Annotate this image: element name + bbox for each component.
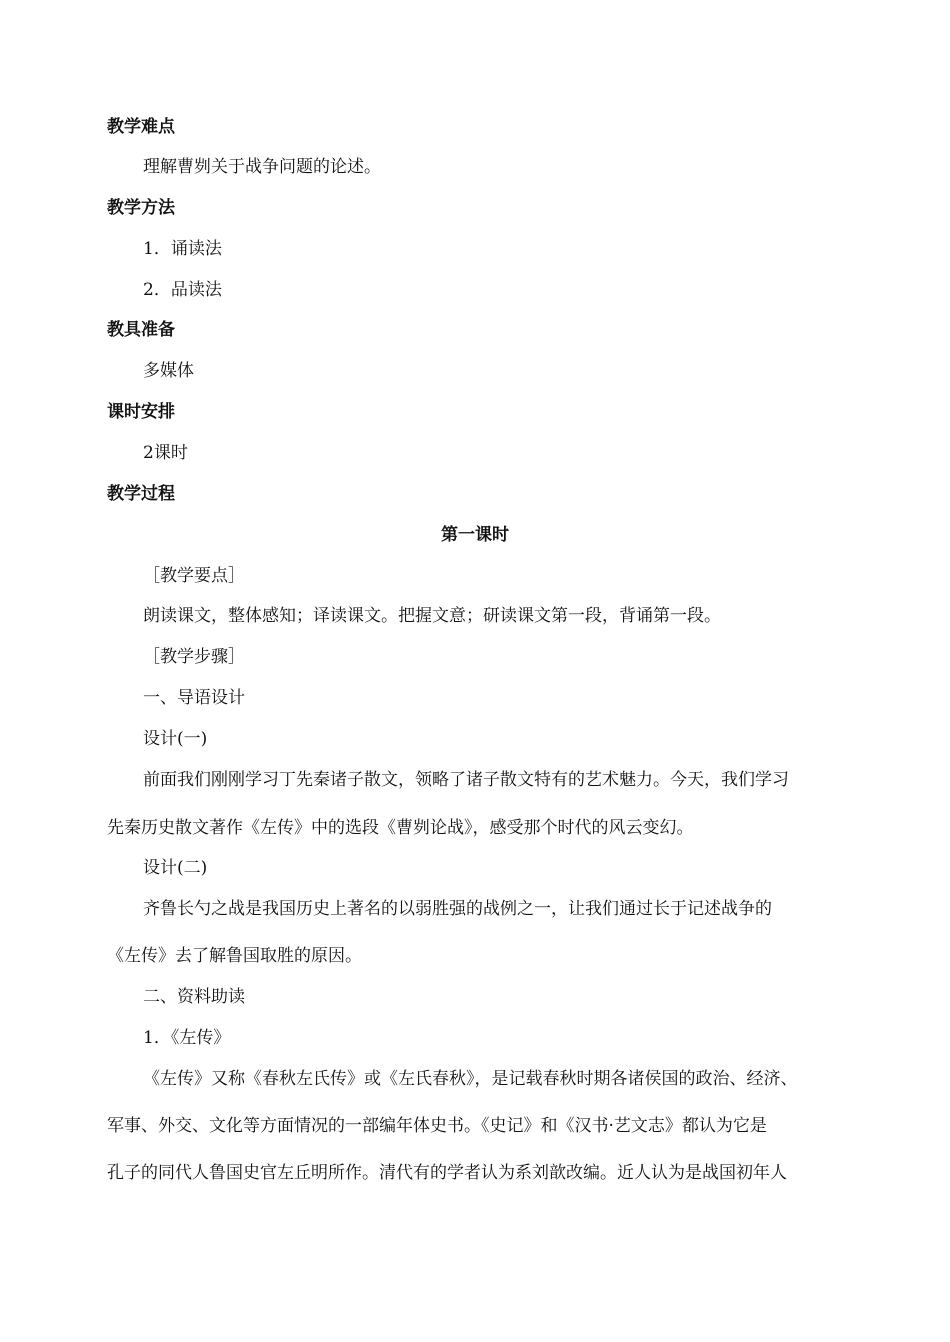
heading-schedule: 课时安排 (107, 402, 175, 422)
design2-paragraph-line2: 《左传》去了解鲁国取胜的原因。 (107, 946, 362, 966)
material-paragraph-line2: 军事、外交、文化等方面情况的一部编年体史书。《史记》和《汉书·艺文志》都认为它是 (107, 1116, 767, 1136)
design2-paragraph-line1: 齐鲁长勺之战是我国历史上著名的以弱胜强的战例之一，让我们通过长于记述战争的 (143, 899, 772, 919)
lesson-title: 第一课时 (441, 525, 509, 545)
design1-paragraph-line2: 先秦历史散文著作《左传》中的选段《曹刿论战》，感受那个时代的风云变幻。 (107, 818, 694, 838)
heading-teaching-methods: 教学方法 (107, 198, 175, 218)
heading-teaching-process: 教学过程 (107, 484, 175, 504)
design1-label: 设计(一) (143, 729, 208, 749)
material-heading: 二、资料助读 (143, 987, 245, 1007)
material-paragraph-line1: 《左传》又称《春秋左氏传》或《左氏春秋》，是记载春秋时期各诸侯国的政治、经济、 (143, 1069, 798, 1089)
difficulty-text: 理解曹刿关于战争问题的论述。 (143, 157, 381, 177)
material-paragraph-line3: 孔子的同代人鲁国史官左丘明所作。清代有的学者认为系刘歆改编。近人认为是战国初年人 (107, 1163, 787, 1183)
method-item-2: 2．品读法 (143, 280, 222, 300)
heading-teaching-tools: 教具准备 (107, 320, 175, 340)
heading-teaching-difficulty: 教学难点 (107, 117, 175, 137)
key-points-text: 朗读课文，整体感知；译读课文。把握文意；研读课文第一段，背诵第一段。 (143, 606, 721, 626)
intro-heading: 一、导语设计 (143, 688, 245, 708)
tools-text: 多媒体 (143, 361, 194, 381)
schedule-text: 2课时 (143, 443, 188, 463)
steps-label: ［教学步骤］ (143, 647, 245, 667)
method-item-1: 1．诵读法 (143, 239, 222, 259)
key-points-label: ［教学要点］ (143, 566, 245, 586)
design2-label: 设计(二) (143, 858, 208, 878)
design1-paragraph-line1: 前面我们刚刚学习丁先秦诸子散文，领略了诸子散文特有的艺术魅力。今天，我们学习 (143, 770, 789, 790)
material-item-1: 1．《左传》 (143, 1028, 231, 1048)
